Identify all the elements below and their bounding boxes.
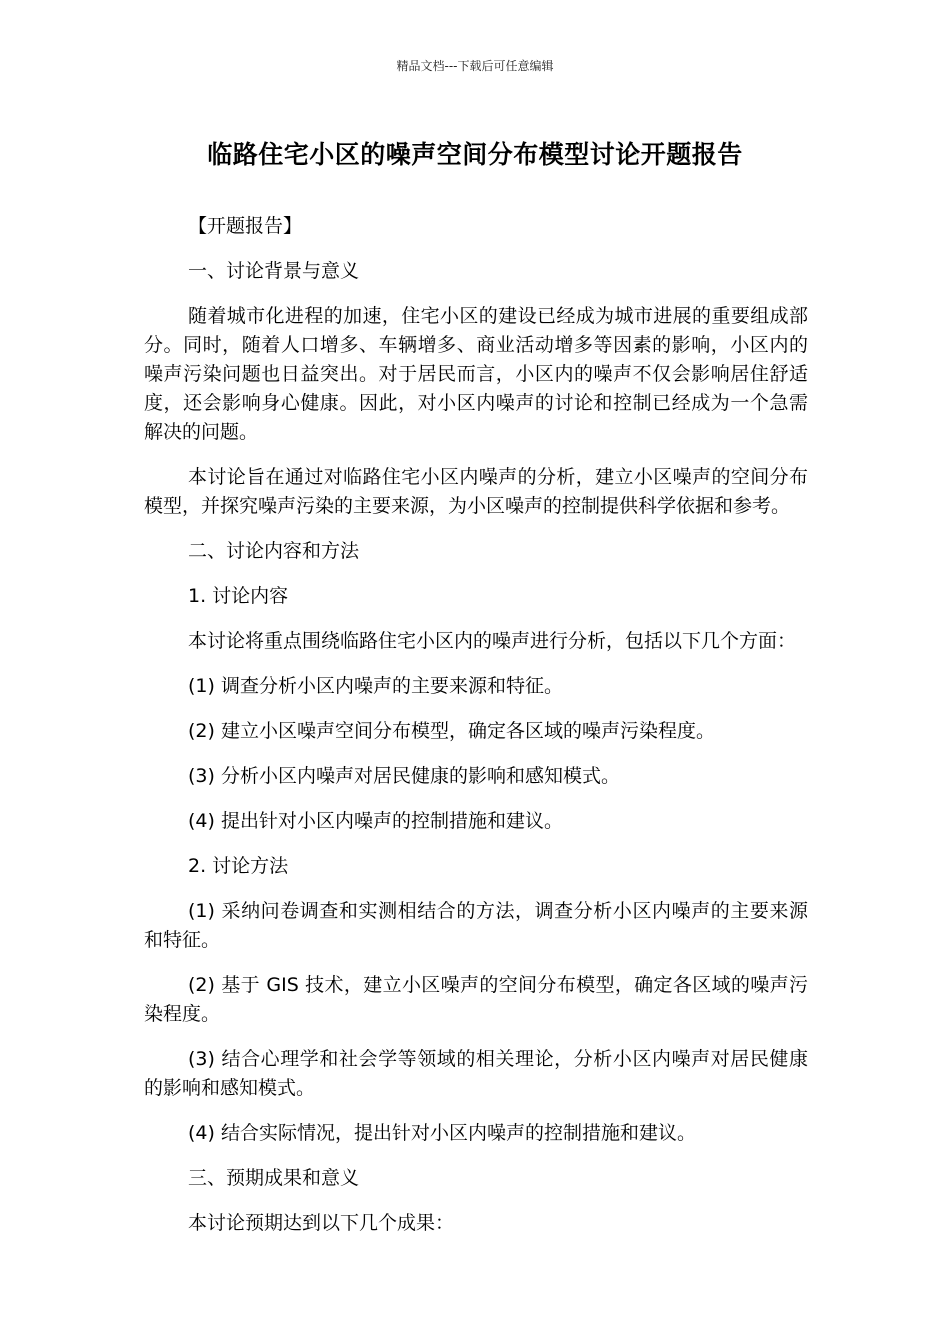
subheading-content: 1. 讨论内容 xyxy=(188,585,289,607)
paragraph-expected-intro: 本讨论预期达到以下几个成果： xyxy=(188,1212,455,1234)
heading-expected-results: 三、预期成果和意义 xyxy=(188,1167,360,1189)
paragraph-content-intro: 本讨论将重点围绕临路住宅小区内的噪声进行分析，包括以下几个方面： xyxy=(188,630,797,652)
section-label-report: 【开题报告】 xyxy=(188,215,303,237)
page-header: 精品文档---下载后可任意编辑 xyxy=(396,59,554,73)
paragraph-purpose: 本讨论旨在通过对临路住宅小区内噪声的分析，建立小区噪声的空间分布模型，并探究噪声污染的主要来源，为小区噪声的控制提供科学依据和参考。 xyxy=(144,466,808,517)
heading-background: 一、讨论背景与意义 xyxy=(188,260,360,282)
list-item-method-3: (3) 结合心理学和社会学等领域的相关理论，分析小区内噪声对居民健康的影响和感知模式。 xyxy=(144,1048,808,1099)
heading-content-method: 二、讨论内容和方法 xyxy=(188,540,360,562)
paragraph-background: 随着城市化进程的加速，住宅小区的建设已经成为城市进展的重要组成部分。同时，随着人口增多、车辆增多、商业活动增多等因素的影响，小区内的噪声污染问题也日益突出。对于居民而言，小区内的噪声不仅会影响居住舒适度，还会影响身心健康。因此，对小区内噪声的讨论和控制已经成为一个急需解决的问题。 xyxy=(144,305,808,443)
list-item-content-2: (2) 建立小区噪声空间分布模型，确定各区域的噪声污染程度。 xyxy=(188,720,715,742)
list-item-content-1: (1) 调查分析小区内噪声的主要来源和特征。 xyxy=(188,675,563,697)
list-item-content-3: (3) 分析小区内噪声对居民健康的影响和感知模式。 xyxy=(188,765,620,787)
list-item-method-1: (1) 采纳问卷调查和实测相结合的方法，调查分析小区内噪声的主要来源和特征。 xyxy=(144,900,808,951)
document-title: 临路住宅小区的噪声空间分布模型讨论开题报告 xyxy=(207,140,743,169)
list-item-method-2: (2) 基于 GIS 技术，建立小区噪声的空间分布模型，确定各区域的噪声污染程度。 xyxy=(144,974,808,1025)
list-item-method-4: (4) 结合实际情况，提出针对小区内噪声的控制措施和建议。 xyxy=(188,1122,696,1144)
subheading-method: 2. 讨论方法 xyxy=(188,855,289,877)
list-item-content-4: (4) 提出针对小区内噪声的控制措施和建议。 xyxy=(188,810,563,832)
document-body xyxy=(144,212,808,1254)
